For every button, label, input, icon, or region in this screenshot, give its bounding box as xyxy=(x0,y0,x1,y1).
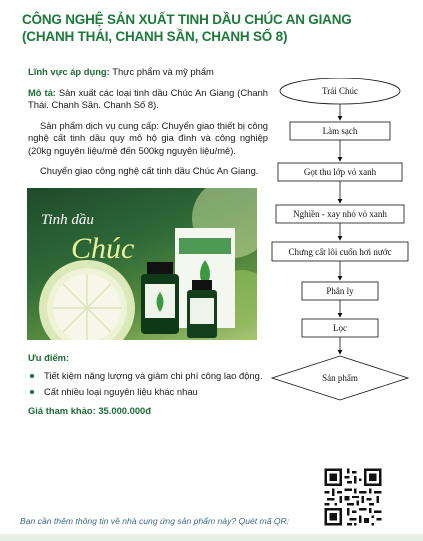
flow-step-label: Trái Chúc xyxy=(322,86,358,96)
qr-code-icon[interactable] xyxy=(322,466,384,528)
brand-line-1: Tinh dầu xyxy=(41,212,94,228)
advantages-list xyxy=(28,370,288,399)
page-title: CÔNG NGHỆ SẢN XUẤT TINH DẦU CHÚC AN GIANG (CHANH THÁI, CHANH SẦN, CHANH SỐ 8) xyxy=(22,12,352,44)
service-paragraph: Sản phẩm dịch vụ cung cấp: Chuyển giao thiết bị công nghệ cất tinh dầu quy mô hộ gia đình và công nghiệp (20kg nguyên liệu/mẻ đến 500kg nguyên liệu/mẻ). xyxy=(28,119,268,156)
flowchart-diagram xyxy=(270,78,420,408)
advantages-heading: Ưu điểm: xyxy=(28,352,70,363)
list-item: Tiết kiệm năng lượng và giảm chi phí công lao động. xyxy=(28,370,288,383)
bullet-icon xyxy=(30,374,34,378)
field-paragraph xyxy=(28,66,268,79)
footer-text: Bạn cần thêm thông tin về nhà cung ứng sản phẩm này? Quét mã QR: xyxy=(20,516,290,526)
flow-step-label: Làm sạch xyxy=(322,126,358,136)
advantages-section xyxy=(28,352,288,417)
field-value: Thực phẩm và mỹ phẩm xyxy=(112,66,214,77)
product-photo xyxy=(27,188,257,340)
bottom-strip xyxy=(0,534,423,541)
transfer-paragraph: Chuyển giao công nghệ cất tinh dầu Chúc An Giang. xyxy=(40,165,259,176)
bullet-icon xyxy=(30,390,34,394)
list-item: Cất nhiều loại nguyên liệu khác nhau xyxy=(28,386,288,399)
process-flowchart xyxy=(270,78,420,408)
flow-step-label: Gọt thu lớp vỏ xanh xyxy=(303,167,377,177)
info-column xyxy=(28,66,268,186)
description-paragraph xyxy=(28,87,268,112)
flow-step-label: Chưng cất lôi cuốn hơi nước xyxy=(288,247,392,257)
description-value: Sản xuất các loại tinh dầu Chúc An Giang (Chanh Thái. Chanh Sần. Chanh Số 8). xyxy=(28,86,268,110)
flow-step-label: Lọc xyxy=(333,323,347,333)
description-label: Mô tả: xyxy=(28,86,56,98)
product-photo-illustration xyxy=(27,188,257,340)
flow-step-label: Sản phẩm xyxy=(322,373,358,383)
reference-price: Giá tham khảo: 35.000.000đ xyxy=(28,404,151,416)
flow-step-label: Nghiền - xay nhỏ vỏ xanh xyxy=(293,209,387,219)
field-label: Lĩnh vực áp dụng: xyxy=(28,66,110,77)
flow-step-label: Phân ly xyxy=(326,286,354,296)
brand-line-2: Chúc xyxy=(71,232,135,265)
